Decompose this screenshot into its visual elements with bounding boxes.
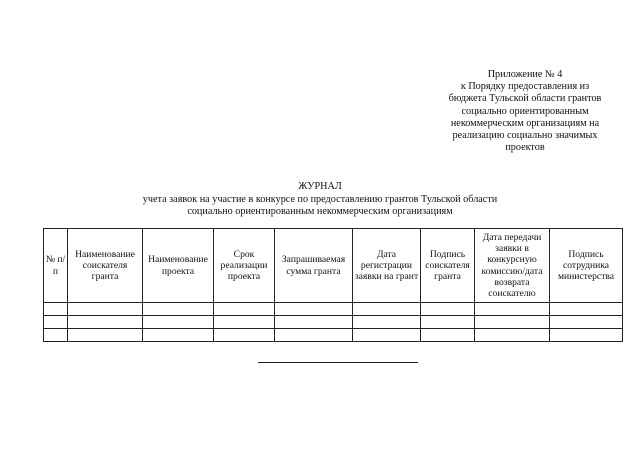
appendix-line: социально ориентированным <box>461 105 589 117</box>
table-cell <box>550 303 623 316</box>
table-cell <box>214 316 275 329</box>
appendix-line: проектов <box>505 142 545 154</box>
column-header-project-name: Наименование проекта <box>143 229 214 303</box>
column-header-employee-signature: Подпись сотрудника министерства <box>550 229 623 303</box>
table-header-row <box>44 229 623 303</box>
table-cell <box>421 316 475 329</box>
table-cell <box>214 303 275 316</box>
table-row <box>44 329 623 342</box>
appendix-line: некоммерческим организациям на <box>450 117 600 129</box>
table-cell <box>143 329 214 342</box>
table-cell <box>68 303 143 316</box>
table-cell <box>475 303 550 316</box>
column-header-project-term: Срок реализации проекта <box>214 229 275 303</box>
signature-line <box>258 362 418 363</box>
column-header-requested-amount: Запрашиваемая сумма гранта <box>275 229 353 303</box>
table-cell <box>421 329 475 342</box>
table-row <box>44 303 623 316</box>
table-cell <box>143 316 214 329</box>
column-header-registration-date: Дата регистрации заявки на грант <box>353 229 421 303</box>
column-header-applicant: Наименование соискателя гранта <box>68 229 143 303</box>
appendix-note <box>415 69 635 154</box>
journal-title: ЖУРНАЛ <box>298 181 342 192</box>
table-cell <box>353 329 421 342</box>
table-cell <box>44 316 68 329</box>
table-cell <box>275 329 353 342</box>
table-cell <box>44 303 68 316</box>
table-cell <box>275 303 353 316</box>
table-cell <box>421 303 475 316</box>
column-header-transfer-date: Дата передачи заявки в конкурсную комиссию/дата возврата соискателю <box>475 229 550 303</box>
journal-table <box>43 228 623 342</box>
appendix-line: реализацию социально значимых <box>452 130 598 142</box>
table-cell <box>68 329 143 342</box>
table-cell <box>143 303 214 316</box>
table-cell <box>550 316 623 329</box>
journal-subtitle-line: социально ориентированным некоммерческим организациям <box>187 206 453 217</box>
table-cell <box>214 329 275 342</box>
table-cell <box>44 329 68 342</box>
table-row <box>44 316 623 329</box>
column-header-applicant-signature: Подпись соискателя гранта <box>421 229 475 303</box>
table-cell <box>550 329 623 342</box>
table-cell <box>275 316 353 329</box>
table-cell <box>353 316 421 329</box>
appendix-line: к Порядку предоставления из <box>460 81 590 93</box>
journal-heading <box>90 181 550 219</box>
table-cell <box>68 316 143 329</box>
appendix-line: бюджета Тульской области грантов <box>448 93 602 105</box>
journal-subtitle-line: учета заявок на участие в конкурсе по предоставлению грантов Тульской области <box>142 193 498 205</box>
table-cell <box>353 303 421 316</box>
column-header-number: № п/п <box>44 229 68 303</box>
appendix-line: Приложение № 4 <box>487 69 563 80</box>
table-cell <box>475 316 550 329</box>
table-cell <box>475 329 550 342</box>
